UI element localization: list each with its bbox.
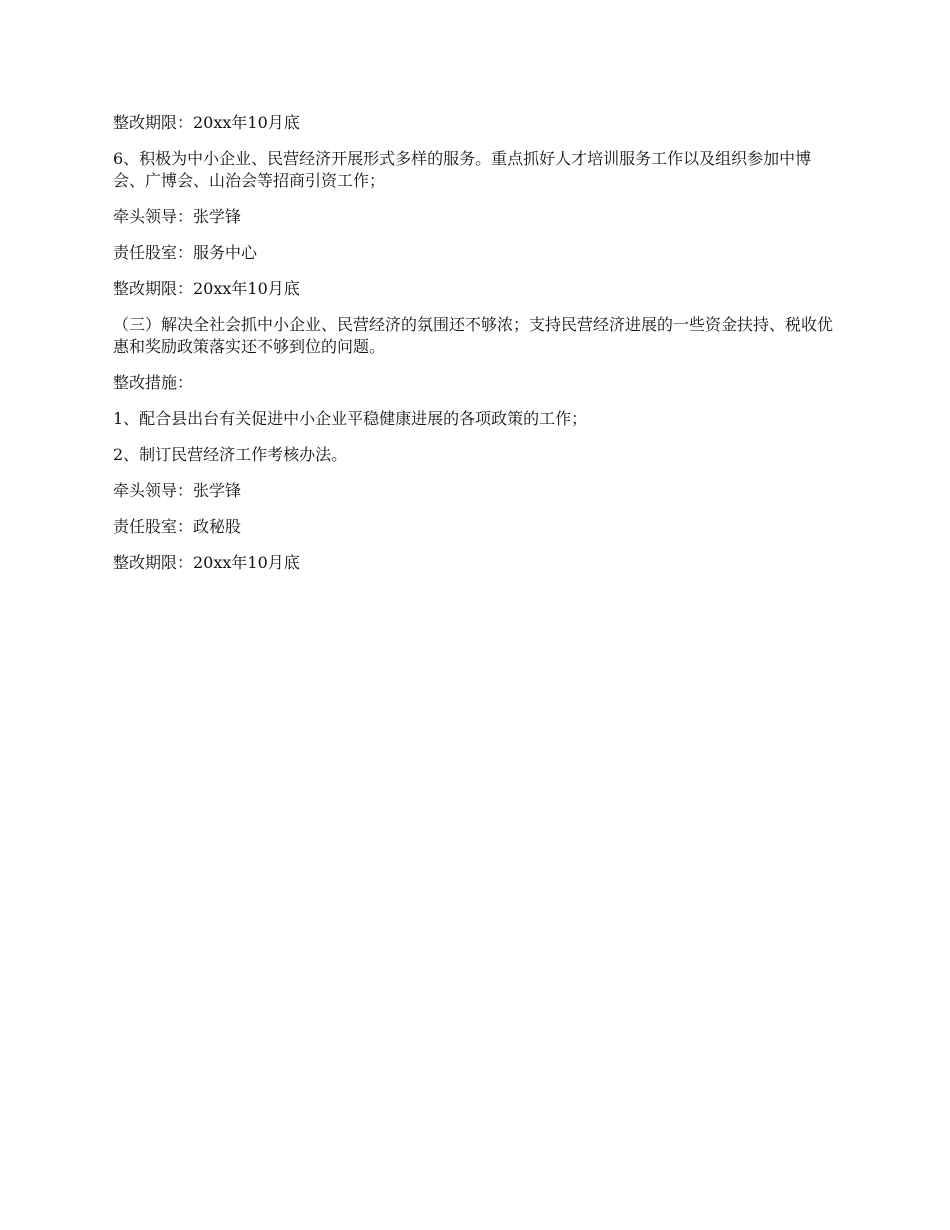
document-body (113, 112, 843, 588)
measure-item-6: 6、积极为中小企业、民营经济开展形式多样的服务。重点抓好人才培训服务工作以及组织参加中博会、广博会、山治会等招商引资工作； (113, 149, 812, 190)
responsible-office-line: 责任股室：服务中心 (113, 243, 258, 262)
measures-heading: 整改措施： (113, 373, 194, 392)
deadline-line: 整改期限：20xx年10月底 (113, 553, 300, 572)
measure-item-2: 2、制订民营经济工作考核办法。 (113, 445, 348, 464)
deadline-line: 整改期限：20xx年10月底 (113, 279, 300, 298)
deadline-line: 整改期限：20xx年10月底 (113, 113, 300, 132)
lead-leader-line: 牵头领导：张学锋 (113, 481, 242, 500)
responsible-office-line: 责任股室：政秘股 (113, 517, 242, 536)
measure-item-1: 1、配合县出台有关促进中小企业平稳健康进展的各项政策的工作； (113, 409, 588, 428)
lead-leader-line: 牵头领导：张学锋 (113, 207, 242, 226)
section-heading-3: （三）解决全社会抓中小企业、民营经济的氛围还不够浓；支持民营经济进展的一些资金扶持、税收优惠和奖励政策落实还不够到位的问题。 (113, 315, 834, 356)
